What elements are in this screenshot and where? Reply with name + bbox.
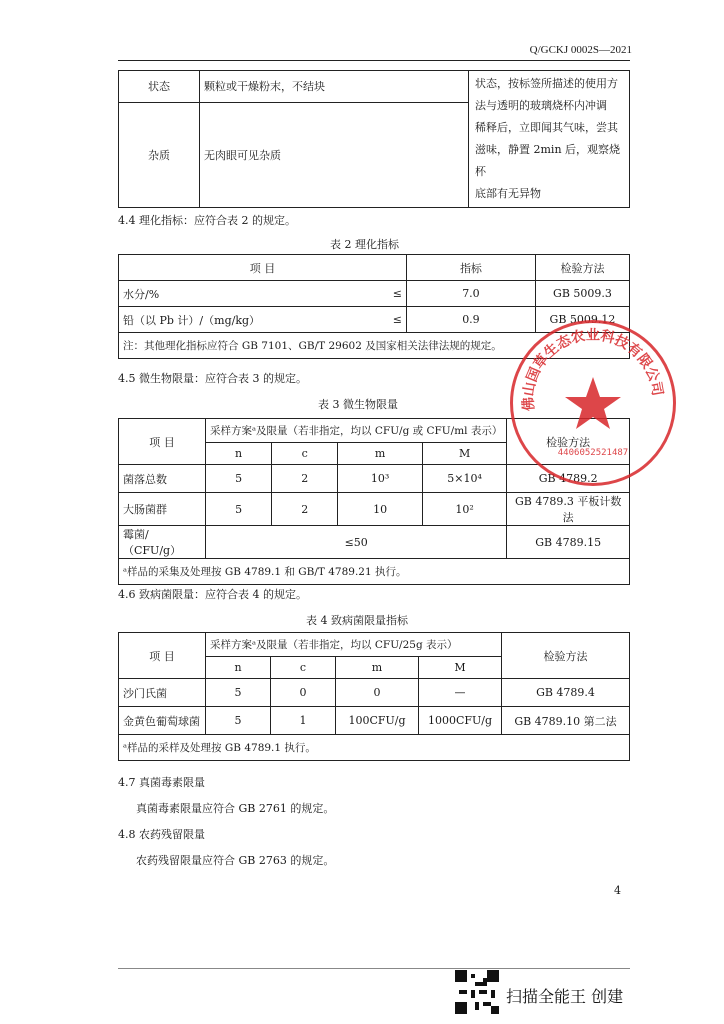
value-cell: 0.9 [406,307,535,333]
sub-header: m [336,657,419,679]
method-line: 底部有无异物 [475,187,541,200]
item-cell: 铅（以 Pb 计）/（mg/kg） [119,307,378,333]
pathogen-table [118,632,630,761]
header-rule [118,60,630,61]
item-cell: 状态 [119,71,200,103]
col-header: 采样方案ᵃ及限量（若非指定，均以 CFU/25g 表示） [206,633,502,657]
item-cell: 霉菌/（CFU/g） [119,526,206,559]
document-code: Q/GCKJ 0002S—2021 [529,44,632,56]
col-header: 检验方法 [535,255,629,281]
method-cell: GB 4789.4 [502,679,630,707]
limit-cell: ≤50 [206,526,507,559]
req-cell: 无肉眼可见杂质 [200,102,469,207]
m-cell: 10³ [338,465,423,493]
table-note: 注：其他理化指标应符合 GB 7101、GB/T 29602 及国家相关法律法规的规定。 [119,333,630,359]
section-4-7-title: 4.7 真菌毒素限量 [118,776,205,789]
sub-header: n [206,443,272,465]
method-line: 法与透明的玻璃烧杯内冲调 [475,99,607,112]
method-line: 状态，按标签所描述的使用方 [475,77,618,90]
sub-header: c [271,657,336,679]
symbol-cell: ≤ [378,281,407,307]
col-header: 项 目 [119,419,206,465]
sub-header: c [272,443,338,465]
table3-caption: 表 3 微生物限量 [318,398,398,411]
col-header: 采样方案ᵃ及限量（若非指定，均以 CFU/g 或 CFU/ml 表示） [206,419,507,443]
col-header: 检验方法 [507,419,630,465]
table-note: ᵃ样品的采集及处理按 GB 4789.1 和 GB/T 4789.21 执行。 [119,559,630,585]
item-cell: 沙门氏菌 [119,679,206,707]
item-cell: 大肠菌群 [119,493,206,526]
M-cell: 5×10⁴ [422,465,507,493]
table2-caption: 表 2 理化指标 [330,238,399,251]
c-cell: 0 [271,679,336,707]
item-cell: 菌落总数 [119,465,206,493]
m-cell: 0 [336,679,419,707]
method-cell: GB 4789.15 [507,526,630,559]
symbol-cell: ≤ [378,307,407,333]
method-cell: GB 4789.10 第二法 [502,707,630,735]
n-cell: 5 [206,679,271,707]
n-cell: 5 [206,465,272,493]
sub-header: n [206,657,271,679]
c-cell: 2 [272,493,338,526]
section-4-8-body: 农药残留限量应符合 GB 2763 的规定。 [136,854,335,867]
m-cell: 10 [338,493,423,526]
method-line: 稀释后，立即闻其气味，尝其 [475,121,618,134]
company-seal [510,320,676,486]
n-cell: 5 [206,493,272,526]
M-cell: — [419,679,502,707]
sub-header: m [338,443,423,465]
item-cell: 水分/% [119,281,378,307]
method-cell: GB 4789.3 平板计数法 [507,493,630,526]
scanner-watermark: 扫描全能王 创建 [506,987,624,1006]
method-cell: GB 4789.2 [507,465,630,493]
method-cell: GB 5009.3 [535,281,629,307]
section-4-7-body: 真菌毒素限量应符合 GB 2761 的规定。 [136,802,335,815]
svg-text:4406052521487: 4406052521487 [557,448,629,458]
star-icon [565,377,621,429]
c-cell: 2 [272,465,338,493]
c-cell: 1 [271,707,336,735]
sensory-table [118,70,630,208]
M-cell: 10² [422,493,507,526]
M-cell: 1000CFU/g [419,707,502,735]
col-header: 检验方法 [502,633,630,679]
sub-header: M [422,443,507,465]
svg-text:佛山国草生态农业科技有限公司: 佛山国草生态农业科技有限公司 [520,327,666,412]
col-header: 项 目 [119,633,206,679]
table4-caption: 表 4 致病菌限量指标 [306,614,408,627]
sub-header: M [419,657,502,679]
page-number: 4 [614,884,621,897]
qr-code-icon [455,970,499,1014]
section-4-4: 4.4 理化指标：应符合表 2 的规定。 [118,214,296,227]
section-4-6: 4.6 致病菌限量：应符合表 4 的规定。 [118,588,307,601]
footer-rule [118,968,630,969]
n-cell: 5 [206,707,271,735]
method-cell [469,71,630,208]
table-note: ᵃ样品的采样及处理按 GB 4789.1 执行。 [119,735,630,761]
section-4-5: 4.5 微生物限量：应符合表 3 的规定。 [118,372,307,385]
method-cell: GB 5009.12 [535,307,629,333]
item-cell: 杂质 [119,102,200,207]
m-cell: 100CFU/g [336,707,419,735]
req-cell: 颗粒或干燥粉末，不结块 [200,71,469,103]
value-cell: 7.0 [406,281,535,307]
section-4-8-title: 4.8 农药残留限量 [118,828,205,841]
item-cell: 金黄色葡萄球菌 [119,707,206,735]
method-line: 滋味，静置 2min 后，观察烧杯 [475,143,621,178]
col-header: 项 目 [119,255,407,281]
col-header: 指标 [406,255,535,281]
